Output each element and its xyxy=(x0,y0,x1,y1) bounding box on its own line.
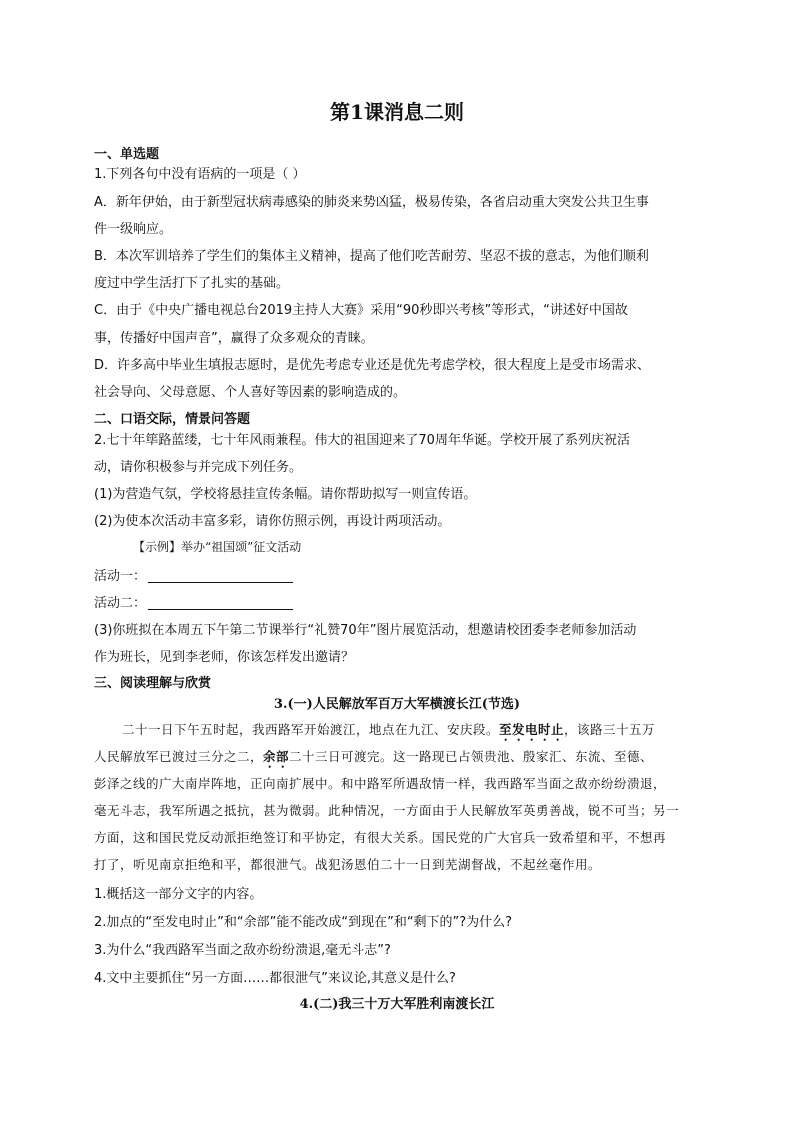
option-d-line1: D．许多高中毕业生填报志愿时，是优先考虑专业还是优先考虑学校，很大程度上是受市场需求、 xyxy=(94,358,651,373)
section3-heading: 三、阅读理解与欣赏 xyxy=(94,676,212,691)
section2-heading: 二、口语交际，情景问答题 xyxy=(94,412,251,427)
passage-line6: 打了，听见南京拒绝和平，都很泄气。战犯汤恩伯二十一日到芜湖督战，不起丝毫作用。 xyxy=(94,857,602,872)
option-a-line1: A．新年伊始，由于新型冠状病毒感染的肺炎来势凶猛，极易传染，各省启动重大突发公共卫生事 xyxy=(94,195,649,210)
option-b-line2: 度过中学生活打下了扎实的基础。 xyxy=(94,276,290,291)
passage-line4: 毫无斗志，我军所遇之抵抗，甚为微弱。此种情况，一方面由于人民解放军英勇善战，锐不可当；另一 xyxy=(94,803,680,818)
question1: 1.下列各句中没有语病的一项是（ ） xyxy=(94,167,306,182)
passage2-title: 4.(二)我三十万大军胜利南渡长江 xyxy=(299,997,495,1012)
activity2-blank[interactable] xyxy=(148,595,293,610)
passage-title: 3.(一)人民解放军百万大军横渡长江(节选) xyxy=(273,697,521,712)
question2-line2: 动，请你积极参与并完成下列任务。 xyxy=(94,460,303,475)
task3-line2: 作为班长，见到李老师，你该怎样发出邀请？ xyxy=(94,650,355,665)
activity2-row xyxy=(94,592,706,611)
task2: (2)为使本次活动丰富多彩，请你仿照示例，再设计两项活动。 xyxy=(94,514,451,529)
task3-line1: (3)你班拟在本周五下午第二节课举行“礼赞70年”图片展览活动，想邀请校团委李老师参加活动 xyxy=(94,623,637,638)
subquestion1: 1.概括这一部分文字的内容。 xyxy=(94,887,263,902)
option-c-line2: 事，传播好中国声音”，赢得了众多观众的青睐。 xyxy=(94,331,374,346)
question2-line1: 2.七十年筚路蓝缕，七十年风雨兼程。伟大的祖国迎来了70周年华诞。学校开展了系列庆祝活 xyxy=(94,433,630,448)
passage-line5: 方面，这和国民党反动派拒绝签订和平协定，有很大关系。国民党的广大官兵一致希望和平，不想再 xyxy=(94,830,667,845)
option-d-line2: 社会导向、父母意愿、个人喜好等因素的影响造成的。 xyxy=(94,385,407,400)
section1-heading: 一、单选题 xyxy=(94,147,160,162)
passage-line1 xyxy=(122,720,734,744)
activity1-blank[interactable] xyxy=(148,568,293,583)
option-a-line2: 件一级响应。 xyxy=(94,222,173,237)
example-text: 【示例】举办“祖国颂”征文活动 xyxy=(133,540,302,554)
task1: (1)为营造气氛，学校将悬挂宣传条幅。请你帮助拟写一则宣传语。 xyxy=(94,487,477,502)
activity1-row xyxy=(94,565,706,584)
subquestion2: 2.加点的“至发电时止”和“余部”能不能改成“到现在”和“剩下的”?为什么? xyxy=(94,915,513,930)
passage-line3: 彭泽之线的广大南岸阵地，正向南扩展中。和中路军所遇敌情一样，我西路军当面之敌亦纷纷溃退， xyxy=(94,776,667,791)
subquestion3: 3.为什么“我西路军当面之敌亦纷纷溃退,毫无斗志”? xyxy=(94,943,391,958)
passage-line2-a: 人民解放军已渡过三分之二， xyxy=(94,749,264,764)
passage-line1-c: ，该路三十五万 xyxy=(564,722,656,737)
option-b-line1: B．本次军训培养了学生们的集体主义精神，提高了他们吃苦耐劳、坚忍不拔的意志，为他们顺利 xyxy=(94,249,649,264)
activity1-label: 活动一： xyxy=(94,569,147,584)
activity2-label: 活动二： xyxy=(94,596,147,611)
passage-line2 xyxy=(94,747,706,771)
dotted-phrase-1: 至发电时止 xyxy=(499,722,565,737)
option-c-line1: C．由于《中央广播电视总台2019主持人大赛》采用“90秒即兴考核”等形式，“讲述好中国故 xyxy=(94,303,628,318)
page-title: 第1课消息二则 xyxy=(330,100,464,124)
passage-line2-c: 二十三日可渡完。这一路现已占领贵池、殷家汇、东流、至德、 xyxy=(289,749,654,764)
subquestion4: 4.文中主要抓住“另一方面……都很泄气”来议论,其意义是什么? xyxy=(94,971,456,986)
dotted-phrase-2: 余部 xyxy=(263,749,290,764)
passage-line1-a: 二十一日下午五时起，我西路军开始渡江，地点在九江、安庆段。 xyxy=(122,722,500,737)
